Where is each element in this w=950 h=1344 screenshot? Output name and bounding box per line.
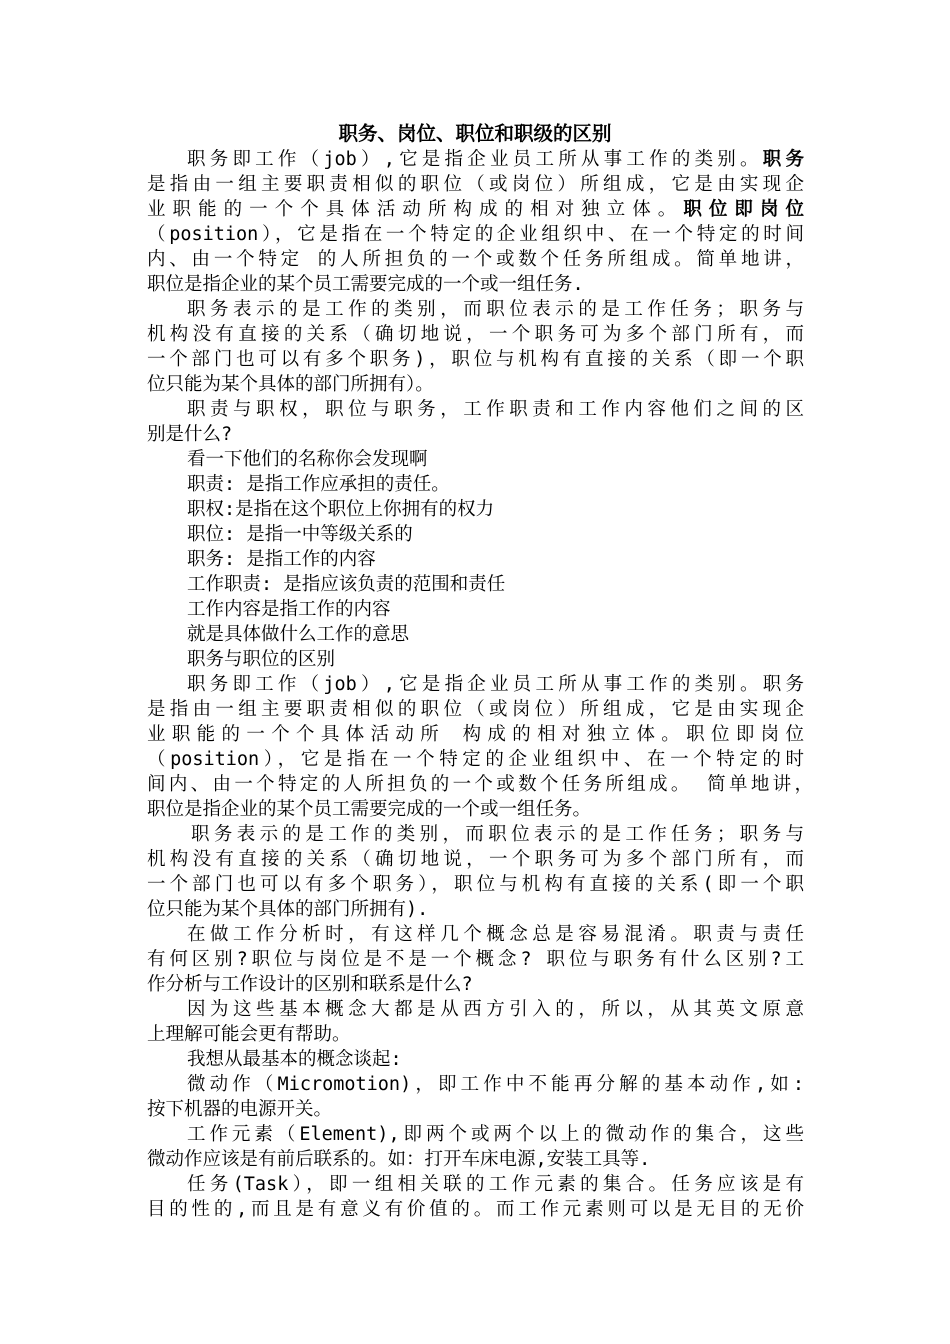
- para2-line2: 机构没有直接的关系（确切地说，一个职务可为多个部门所有，而: [147, 324, 804, 345]
- para4-line5: 间内、由一个特定的人所担负的一个或数个任务所组成。 简单地讲，: [147, 774, 813, 795]
- para1-line4: （position），它是指在一个特定的企业组织中、在一个特定的时间: [147, 224, 804, 245]
- list-item: 工作内容是指工作的内容: [187, 599, 391, 620]
- para9-line1: 微动作（Micromotion)，即工作中不能再分解的基本动作,如:: [187, 1074, 804, 1095]
- para11-line1: 任务(Task），即一组相关联的工作元素的集合。任务应该是有: [187, 1174, 804, 1195]
- para1-line1-text: 职务即工作（job）,它是指企业员工所从事工作的类别。: [187, 149, 763, 170]
- para5-line2: 机构没有直接的关系（确切地说，一个职务可为多个部门所有，而: [147, 849, 804, 870]
- para2-line1: 职务表示的是工作的类别，而职位表示的是工作任务；职务与: [187, 299, 804, 320]
- para10-line1: 工作元素（Element),即两个或两个以上的微动作的集合，这些: [187, 1124, 804, 1145]
- para1-line3-text: 业职能的一个个具体活动所构成的相对独立体。: [147, 199, 684, 220]
- para1-line6: 职位是指企业的某个员工需要完成的一个或一组任务.: [147, 274, 584, 295]
- list-item: 职权:是指在这个职位上你拥有的权力: [187, 499, 495, 520]
- para1-line2: 是指由一组主要职责相似的职位（或岗位）所组成，它是由实现企: [147, 174, 804, 195]
- para3-line2: 别是什么?: [147, 424, 233, 445]
- para4-line6: 职位是指企业的某个员工需要完成的一个或一组任务。: [147, 799, 592, 820]
- para4-line4: （position），它是指在一个特定的企业组织中、在一个特定的时: [147, 749, 804, 770]
- para1-line3-bold: 职位即岗位: [683, 199, 804, 220]
- list-item: 看一下他们的名称你会发现啊: [187, 449, 428, 470]
- para2-line4: 位只能为某个具体的部门所拥有）。: [147, 374, 434, 395]
- para7-line2: 上理解可能会更有帮助。: [147, 1024, 351, 1045]
- para9-line2: 按下机器的电源开关。: [147, 1099, 333, 1120]
- para3-line1: 职责与职权，职位与职务，工作职责和工作内容他们之间的区: [187, 399, 804, 420]
- para1-line3: [147, 198, 804, 222]
- document-title: 职务、岗位、职位和职级的区别: [338, 122, 612, 145]
- para1-line1-bold: 职务: [762, 149, 804, 170]
- para10-line2: 微动作应该是有前后联系的。如：打开车床电源,安装工具等.: [147, 1149, 651, 1170]
- para5-line4: 位只能为某个具体的部门所拥有).: [147, 899, 429, 920]
- para2-line3: 一个部门也可以有多个职务)，职位与机构有直接的关系（即一个职: [147, 349, 804, 370]
- para4-line1: 职务即工作（job）,它是指企业员工所从事工作的类别。职务: [187, 674, 804, 695]
- para1-line1: [187, 148, 804, 172]
- para4-line2: 是指由一组主要职责相似的职位（或岗位）所组成，它是由实现企: [147, 699, 804, 720]
- para6-line2: 有何区别?职位与岗位是不是一个概念? 职位与职务有什么区别?工: [147, 949, 804, 970]
- list-item: 就是具体做什么工作的意思: [187, 624, 410, 645]
- list-item: 职务: 是指工作的内容: [187, 549, 376, 570]
- para6-line1: 在做工作分析时，有这样几个概念总是容易混淆。职责与责任: [187, 924, 804, 945]
- para5-line1: 职务表示的是工作的类别，而职位表示的是工作任务；职务与: [191, 824, 804, 845]
- para6-line3: 作分析与工作设计的区别和联系是什么?: [147, 974, 473, 995]
- list-item: 职务与职位的区别: [187, 649, 336, 670]
- para1-line5: 内、由一个特定 的人所担负的一个或数个任务所组成。简单地讲，: [147, 249, 804, 270]
- list-item: 工作职责: 是指应该负责的范围和责任: [187, 574, 506, 595]
- para7-line1: 因为这些基本概念大都是从西方引入的，所以，从其英文原意: [187, 999, 804, 1020]
- list-item: 职位: 是指一中等级关系的: [187, 524, 413, 545]
- para5-line3: 一个部门也可以有多个职务），职位与机构有直接的关系(即一个职: [147, 874, 804, 895]
- para11-line2: 目的性的,而且是有意义有价值的。而工作元素则可以是无目的无价: [147, 1199, 804, 1220]
- list-item: 职责: 是指工作应承担的责任。: [187, 474, 450, 495]
- para8-line1: 我想从最基本的概念谈起:: [187, 1049, 402, 1070]
- para4-line3: 业职能的一个个具体活动所 构成的相对独立体。职位即岗位: [147, 724, 804, 745]
